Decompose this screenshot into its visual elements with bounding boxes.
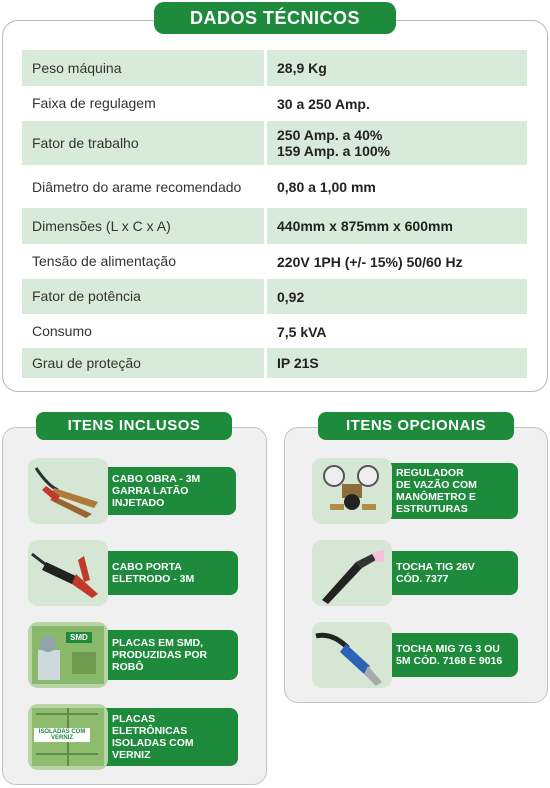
spec-value: 0,80 a 1,00 mm	[264, 166, 527, 208]
spec-row	[22, 208, 527, 244]
included-title: ITENS INCLUSOS	[36, 412, 232, 440]
spec-row	[22, 166, 527, 208]
optional-item-tig-torch	[312, 540, 518, 606]
optional-item-label: TOCHA MIG 7G 3 OU 5M CÓD. 7168 E 9016	[388, 633, 518, 677]
tig-torch-icon	[312, 540, 392, 606]
included-item-label: PLACAS ELETRÔNICAS ISOLADAS COM VERNIZ	[104, 708, 238, 766]
spec-row	[22, 86, 527, 121]
spec-row	[22, 50, 527, 86]
spec-label: Fator de trabalho	[32, 134, 139, 151]
spec-label: Consumo	[32, 323, 92, 339]
included-item-varnished-boards	[28, 704, 238, 770]
spec-label: Diâmetro do arame recomendado	[32, 178, 242, 195]
optional-item-label: TOCHA TIG 26V CÓD. 7377	[388, 551, 518, 595]
spec-value: 28,9 Kg	[264, 50, 527, 86]
included-item-ground-cable	[28, 458, 236, 524]
optional-item-label: REGULADOR DE VAZÃO COM MANÔMETRO E ESTRUTURAS	[388, 463, 518, 519]
smd-board-icon	[28, 622, 108, 688]
gas-regulator-icon	[312, 458, 392, 524]
varnish-badge: ISOLADAS COM VERNIZ	[34, 728, 90, 742]
spec-row	[22, 121, 527, 165]
included-item-smd-boards	[28, 622, 238, 688]
spec-value: 220V 1PH (+/- 15%) 50/60 Hz	[264, 244, 527, 279]
included-item-label: PLACAS EM SMD, PRODUZIDAS POR ROBÔ	[104, 630, 238, 680]
optional-item-regulator	[312, 458, 518, 524]
ground-clamp-icon	[28, 458, 108, 524]
included-item-label: CABO OBRA - 3M GARRA LATÃO INJETADO	[104, 467, 236, 515]
specs-title: DADOS TÉCNICOS	[154, 2, 396, 34]
included-item-electrode-holder	[28, 540, 238, 606]
spec-row	[22, 348, 527, 378]
smd-badge: SMD	[66, 632, 92, 643]
varnished-board-icon	[28, 704, 108, 770]
spec-row	[22, 315, 527, 348]
spec-value: IP 21S	[264, 348, 527, 378]
spec-value: 250 Amp. a 40% 159 Amp. a 100%	[264, 121, 527, 165]
spec-value: 0,92	[264, 279, 527, 314]
spec-label: Tensão de alimentação	[32, 253, 176, 269]
optional-title: ITENS OPCIONAIS	[318, 412, 514, 440]
electrode-holder-icon	[28, 540, 108, 606]
optional-item-mig-torch	[312, 622, 518, 688]
included-item-label: CABO PORTA ELETRODO - 3M	[104, 551, 238, 595]
spec-label: Dimensões (L x C x A)	[32, 217, 171, 234]
spec-value: 30 a 250 Amp.	[264, 86, 527, 121]
spec-row	[22, 279, 527, 314]
spec-value: 440mm x 875mm x 600mm	[264, 208, 527, 244]
spec-row	[22, 244, 527, 279]
spec-label: Peso máquina	[32, 59, 122, 76]
spec-label: Faixa de regulagem	[32, 95, 156, 111]
spec-value: 7,5 kVA	[264, 315, 527, 348]
spec-label: Grau de proteção	[32, 354, 141, 371]
mig-torch-icon	[312, 622, 392, 688]
spec-label: Fator de potência	[32, 288, 141, 304]
